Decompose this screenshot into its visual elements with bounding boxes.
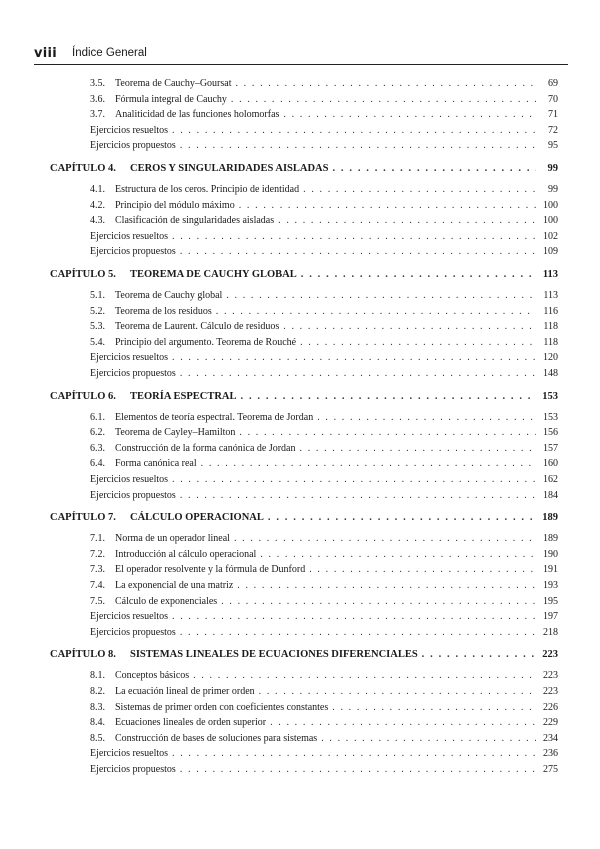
- toc-exercises-entry: [90, 367, 558, 381]
- toc-entry-number: 6.3.: [90, 442, 105, 454]
- page-number: viii: [34, 46, 58, 61]
- toc-chapter-entry: [50, 162, 558, 176]
- toc-section-entry: [90, 442, 558, 456]
- leader-dots: [332, 162, 536, 176]
- toc-entry-number: 7.2.: [90, 548, 105, 560]
- toc-entry-page: 156: [543, 427, 558, 439]
- toc-entry-title: Ejercicios resueltos: [90, 124, 169, 136]
- toc-entry-page: 100: [543, 199, 558, 211]
- leader-dots: [239, 199, 536, 213]
- toc-entry-title: Ejercicios propuestos: [90, 489, 176, 501]
- toc-entry-title: Sistemas de primer orden con coeficientes constantes: [115, 701, 329, 713]
- toc-entry-label: [90, 245, 176, 259]
- toc-entry-page: 223: [543, 686, 558, 697]
- toc-entry-number: 4.3.: [90, 215, 105, 227]
- toc-entry-number: 7.4.: [90, 580, 105, 591]
- toc-entry-page: 229: [543, 717, 558, 729]
- toc-entry-title: Introducción al cálculo operacional: [115, 548, 257, 560]
- toc-entry-label: [90, 716, 266, 730]
- toc-exercises-entry: [90, 763, 558, 777]
- toc-section-entry: [90, 595, 558, 609]
- toc-entry-page: 160: [543, 458, 558, 470]
- leader-dots: [235, 77, 536, 91]
- toc-entry-label: [90, 214, 274, 228]
- toc-entry-title: Cálculo de exponenciales: [115, 595, 218, 607]
- toc-exercises-entry: [90, 124, 558, 138]
- toc-entry-label: [90, 289, 222, 303]
- toc-entry-page: 118: [543, 336, 558, 348]
- toc-exercises-entry: [90, 747, 558, 761]
- toc-entry-number: 8.3.: [90, 701, 105, 713]
- leader-dots: [234, 532, 536, 546]
- toc-section-entry: [90, 93, 558, 107]
- toc-entry-page: 70: [548, 93, 558, 105]
- toc-entry-title: Ejercicios propuestos: [90, 246, 176, 258]
- toc-entry-title: Forma canónica real: [115, 458, 197, 470]
- toc-entry-page: 157: [543, 442, 558, 454]
- leader-dots: [172, 351, 536, 365]
- toc-entry-number: 4.1.: [90, 184, 105, 195]
- toc-entry-page: 223: [542, 649, 558, 661]
- toc-entry-title: Estructura de los ceros. Principio de identidad: [115, 184, 300, 195]
- toc-entry-page: 190: [543, 548, 558, 560]
- toc-entry-title: Teorema de Cayley–Hamilton: [115, 427, 236, 439]
- toc-entry-title: Ejercicios resueltos: [90, 352, 169, 364]
- toc-entry-label: [90, 367, 176, 381]
- toc-section-entry: [90, 716, 558, 730]
- leader-dots: [180, 626, 536, 640]
- toc-entry-number: CAPÍTULO 7.: [50, 512, 116, 524]
- leader-dots: [216, 305, 536, 319]
- toc-exercises-entry: [90, 473, 558, 487]
- toc-chapter-entry: [50, 268, 558, 282]
- toc-entry-number: 6.1.: [90, 411, 105, 423]
- toc-entry-page: 218: [543, 626, 558, 638]
- toc-entry-title: Teorema de los residuos: [115, 305, 212, 317]
- toc-section-entry: [90, 411, 558, 425]
- toc-section-entry: [90, 305, 558, 319]
- toc-entry-number: 5.2.: [90, 305, 105, 317]
- toc-entry-label: [90, 442, 296, 456]
- toc-entry-number: 6.2.: [90, 427, 105, 439]
- leader-dots: [270, 716, 536, 730]
- toc-entry-number: CAPÍTULO 8.: [50, 649, 116, 661]
- leader-dots: [172, 230, 536, 244]
- leader-dots: [278, 214, 536, 228]
- leader-dots: [300, 442, 537, 456]
- toc-entry-title: Construcción de bases de soluciones para sistemas: [115, 732, 318, 744]
- toc-section-entry: [90, 336, 558, 350]
- toc-exercises-entry: [90, 626, 558, 640]
- toc-entry-page: 100: [543, 215, 558, 227]
- toc-entry-page: 148: [543, 368, 558, 379]
- leader-dots: [180, 367, 536, 381]
- toc-section-entry: [90, 214, 558, 228]
- toc-entry-label: [90, 411, 313, 425]
- leader-dots: [180, 139, 536, 153]
- toc-entry-page: 118: [543, 321, 558, 333]
- toc-entry-title: Principio del módulo máximo: [115, 199, 235, 211]
- toc-entry-title: TEORÍA ESPECTRAL: [130, 390, 237, 402]
- toc-chapter-entry: [50, 511, 558, 525]
- toc-entry-label: [90, 669, 189, 683]
- toc-entry-label: [90, 626, 176, 640]
- toc-entry-title: La ecuación lineal de primer orden: [115, 686, 255, 697]
- toc-chapter-entry: [50, 648, 558, 662]
- toc-entry-title: Norma de un operador lineal: [115, 533, 230, 545]
- toc-section-entry: [90, 426, 558, 440]
- toc-entry-label: [50, 390, 237, 404]
- toc-entry-page: 95: [548, 140, 558, 152]
- toc-chapter-entry: [50, 390, 558, 404]
- toc-entry-label: [90, 320, 279, 334]
- toc-entry-title: Fórmula integral de Cauchy: [115, 93, 227, 105]
- leader-dots: [332, 701, 536, 715]
- leader-dots: [172, 124, 536, 138]
- toc-entry-page: 189: [543, 533, 558, 545]
- leader-dots: [422, 648, 536, 662]
- toc-entry-title: Ejercicios propuestos: [90, 140, 176, 152]
- toc-entry-title: SISTEMAS LINEALES DE ECUACIONES DIFERENCIALES: [130, 649, 418, 661]
- toc-section-entry: [90, 289, 558, 303]
- toc-section-entry: [90, 701, 558, 715]
- toc-entry-title: La exponencial de una matriz: [115, 580, 234, 591]
- toc-entry-page: 109: [543, 246, 558, 258]
- leader-dots: [180, 489, 536, 503]
- toc-entry-number: 5.4.: [90, 336, 105, 348]
- toc-entry-page: 234: [543, 732, 558, 744]
- leader-dots: [172, 473, 536, 487]
- leader-dots: [201, 457, 536, 471]
- toc-entry-title: Teorema de Laurent. Cálculo de residuos: [115, 321, 280, 333]
- toc-entry-number: 7.3.: [90, 564, 105, 576]
- leader-dots: [180, 763, 536, 777]
- toc-entry-page: 195: [543, 595, 558, 607]
- toc-entry-label: [90, 532, 230, 546]
- toc-entry-label: [90, 732, 317, 746]
- toc-entry-label: [90, 108, 279, 122]
- toc-entry-title: TEOREMA DE CAUCHY GLOBAL: [130, 269, 297, 280]
- toc-entry-page: 71: [548, 109, 558, 121]
- toc-entry-label: [90, 685, 255, 699]
- toc-entry-page: 113: [543, 290, 558, 301]
- toc-entry-label: [90, 595, 217, 609]
- toc-entry-label: [90, 93, 227, 107]
- toc-entry-title: Ejercicios propuestos: [90, 764, 176, 775]
- toc-entry-label: [90, 701, 328, 715]
- toc-entry-title: Conceptos básicos: [115, 670, 190, 682]
- leader-dots: [300, 336, 536, 350]
- toc-entry-page: 193: [543, 580, 558, 591]
- toc-entry-number: 8.4.: [90, 717, 105, 729]
- toc-entry-label: [90, 457, 197, 471]
- toc-entry-label: [50, 268, 297, 282]
- leader-dots: [241, 390, 537, 404]
- toc-section-entry: [90, 669, 558, 683]
- toc-entry-label: [90, 579, 233, 593]
- toc-entry-number: CAPÍTULO 5.: [50, 269, 116, 280]
- toc-entry-label: [90, 747, 168, 761]
- toc-entry-title: Teorema de Cauchy–Goursat: [115, 78, 232, 89]
- leader-dots: [226, 289, 536, 303]
- toc-entry-number: 8.1.: [90, 670, 105, 682]
- toc-entry-title: Principio del argumento. Teorema de Rouché: [115, 336, 297, 348]
- toc-entry-title: Ejercicios propuestos: [90, 368, 176, 379]
- leader-dots: [180, 245, 536, 259]
- toc-entry-label: [90, 548, 256, 562]
- leader-dots: [283, 108, 536, 122]
- toc-exercises-entry: [90, 610, 558, 624]
- leader-dots: [321, 732, 536, 746]
- leader-dots: [172, 610, 536, 624]
- leader-dots: [309, 563, 536, 577]
- toc-entry-number: 3.6.: [90, 93, 105, 105]
- toc-section-entry: [90, 548, 558, 562]
- toc-section-entry: [90, 108, 558, 122]
- toc-entry-label: [90, 124, 168, 138]
- toc-entry-label: [50, 511, 264, 525]
- toc-entry-title: CEROS Y SINGULARIDADES AISLADAS: [130, 163, 329, 174]
- toc-entry-title: Analiticidad de las funciones holomorfas: [115, 109, 280, 121]
- running-header: [34, 44, 568, 65]
- toc-entry-label: [50, 162, 328, 176]
- toc-exercises-entry: [90, 489, 558, 503]
- toc-entry-label: [90, 563, 305, 577]
- toc-entry-title: Ejercicios resueltos: [90, 748, 169, 760]
- leader-dots: [301, 268, 536, 282]
- toc-entry-page: 113: [542, 269, 558, 280]
- toc-exercises-entry: [90, 351, 558, 365]
- toc-entry-label: [90, 305, 212, 319]
- toc-exercises-entry: [90, 245, 558, 259]
- leader-dots: [172, 747, 536, 761]
- toc-entry-number: 3.7.: [90, 109, 105, 121]
- toc-entry-page: 223: [543, 670, 558, 682]
- header-title: Índice General: [72, 47, 147, 59]
- toc-exercises-entry: [90, 139, 558, 153]
- toc-entry-page: 153: [542, 390, 558, 402]
- toc-entry-page: 69: [548, 78, 558, 89]
- toc-entry-title: Ejercicios propuestos: [90, 626, 176, 638]
- toc-entry-page: 226: [543, 701, 558, 713]
- toc-entry-title: Teorema de Cauchy global: [115, 290, 223, 301]
- toc-entry-label: [90, 426, 235, 440]
- toc-section-entry: [90, 685, 558, 699]
- toc-entry-number: 5.3.: [90, 321, 105, 333]
- leader-dots: [221, 595, 536, 609]
- toc-entry-page: 197: [543, 611, 558, 623]
- toc-entry-page: 153: [543, 411, 558, 423]
- toc-entry-number: 8.2.: [90, 686, 105, 697]
- toc-section-entry: [90, 320, 558, 334]
- toc-section-entry: [90, 183, 558, 197]
- toc-entry-page: 162: [543, 474, 558, 485]
- toc-entry-page: 184: [543, 489, 558, 501]
- toc-entry-page: 191: [543, 564, 558, 576]
- toc-entry-page: 99: [547, 163, 558, 174]
- toc-entry-number: 5.1.: [90, 290, 105, 301]
- leader-dots: [239, 426, 536, 440]
- toc-entry-label: [90, 336, 296, 350]
- toc-exercises-entry: [90, 230, 558, 244]
- toc-entry-number: 4.2.: [90, 199, 105, 211]
- toc-section-entry: [90, 199, 558, 213]
- toc-entry-number: 7.1.: [90, 533, 105, 545]
- toc-entry-page: 116: [543, 305, 558, 317]
- leader-dots: [283, 320, 536, 334]
- toc-entry-label: [90, 489, 176, 503]
- toc-entry-page: 189: [542, 512, 558, 524]
- toc-entry-title: Construcción de la forma canónica de Jordan: [115, 442, 296, 454]
- leader-dots: [303, 183, 536, 197]
- toc-entry-page: 120: [543, 352, 558, 364]
- toc-entry-title: Clasificación de singularidades aisladas: [115, 215, 275, 227]
- toc-section-entry: [90, 77, 558, 91]
- toc-entry-number: CAPÍTULO 6.: [50, 390, 116, 402]
- toc-entry-page: 99: [548, 184, 558, 195]
- toc-entry-label: [90, 610, 168, 624]
- toc-entry-number: 8.5.: [90, 732, 105, 744]
- toc-entry-page: 275: [543, 764, 558, 775]
- leader-dots: [237, 579, 536, 593]
- toc-entry-page: 102: [543, 230, 558, 242]
- toc-entry-number: 3.5.: [90, 78, 105, 89]
- leader-dots: [259, 685, 536, 699]
- toc-entry-label: [50, 648, 418, 662]
- toc-entry-label: [90, 139, 176, 153]
- toc-entry-page: 72: [548, 124, 558, 136]
- toc-section-entry: [90, 579, 558, 593]
- leader-dots: [317, 411, 536, 425]
- toc-entry-label: [90, 199, 235, 213]
- toc-entry-title: Ejercicios resueltos: [90, 611, 169, 623]
- toc-entry-title: El operador resolvente y la fórmula de Dunford: [115, 564, 306, 576]
- toc-entry-label: [90, 77, 231, 91]
- toc-entry-title: Ecuaciones lineales de orden superior: [115, 717, 267, 729]
- toc-entry-number: 7.5.: [90, 595, 105, 607]
- toc-section-entry: [90, 732, 558, 746]
- toc-entry-number: CAPÍTULO 4.: [50, 163, 116, 174]
- toc-entry-number: 6.4.: [90, 458, 105, 470]
- toc-entry-page: 236: [543, 748, 558, 760]
- toc-entry-label: [90, 763, 176, 777]
- toc-entry-title: Ejercicios resueltos: [90, 230, 169, 242]
- toc-entry-label: [90, 473, 168, 487]
- toc-section-entry: [90, 532, 558, 546]
- toc-entry-label: [90, 183, 299, 197]
- leader-dots: [260, 548, 536, 562]
- leader-dots: [268, 511, 536, 525]
- toc-section-entry: [90, 457, 558, 471]
- leader-dots: [231, 93, 536, 107]
- toc-entry-title: Elementos de teoría espectral. Teorema de Jordan: [115, 411, 314, 423]
- toc-entry-label: [90, 230, 168, 244]
- toc-entry-label: [90, 351, 168, 365]
- toc-entry-title: CÁLCULO OPERACIONAL: [130, 512, 264, 524]
- toc-section-entry: [90, 563, 558, 577]
- leader-dots: [193, 669, 536, 683]
- toc-entry-title: Ejercicios resueltos: [90, 474, 169, 485]
